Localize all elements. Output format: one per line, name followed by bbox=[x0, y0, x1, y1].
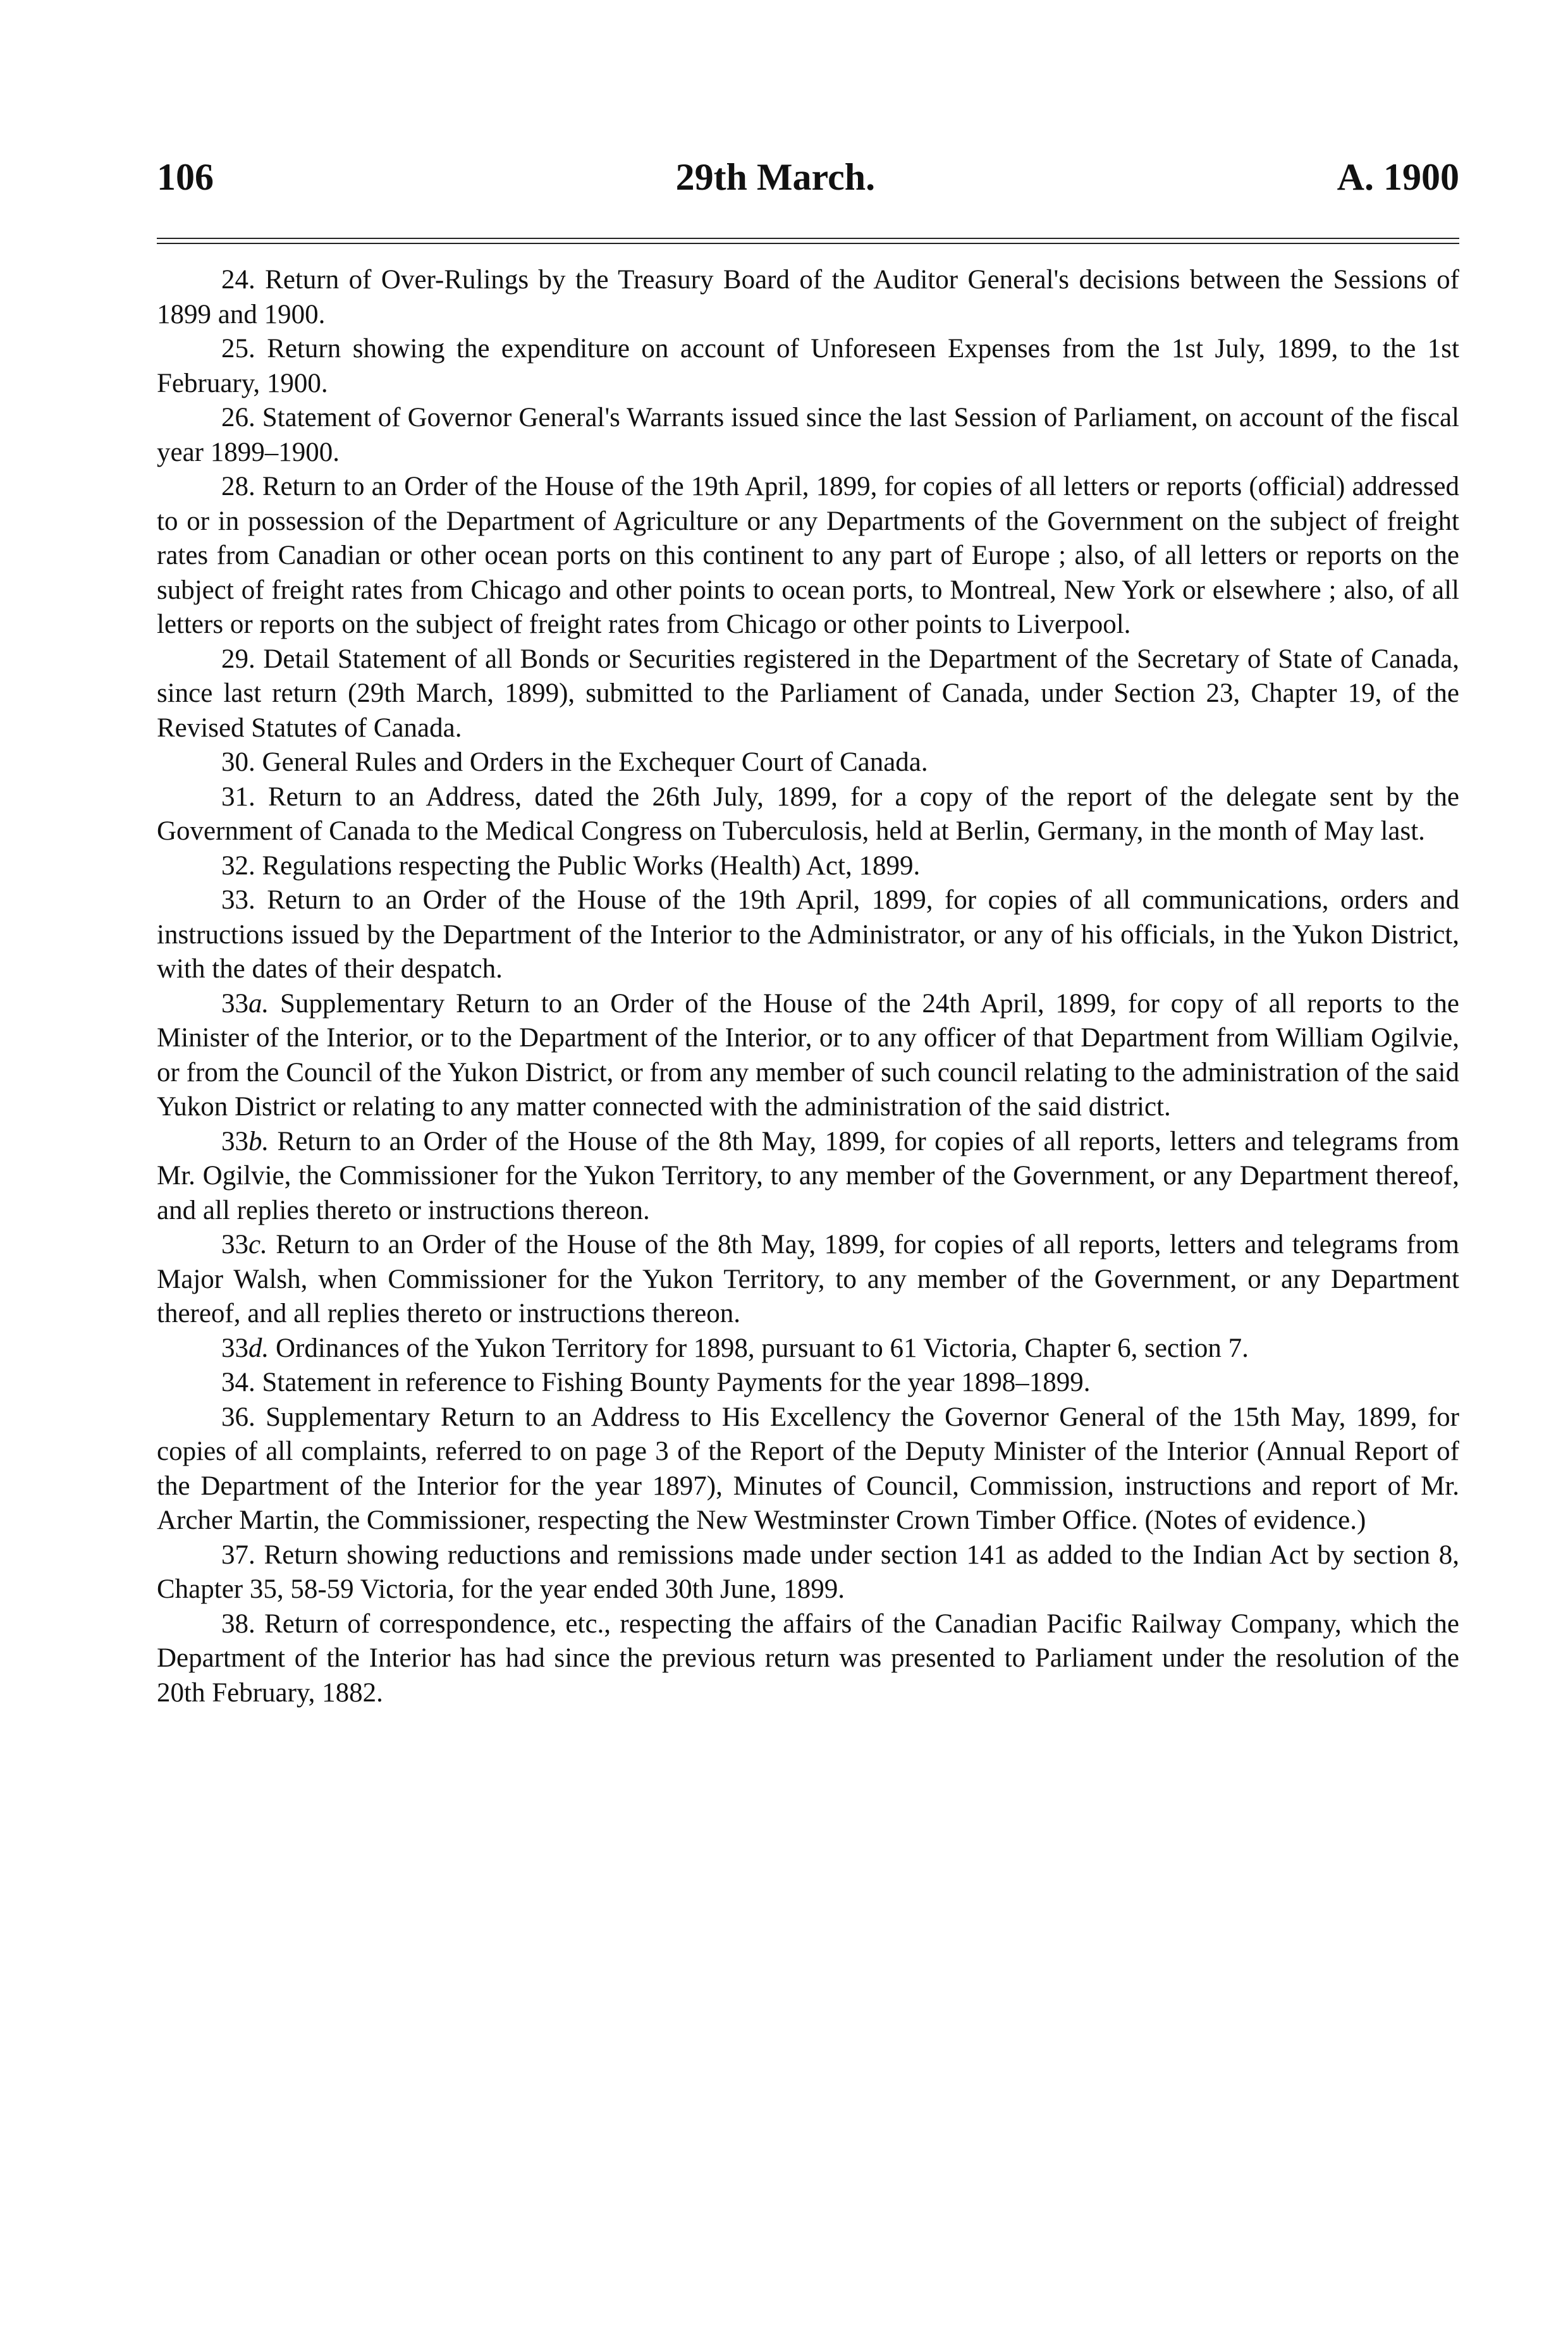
entry-number: 33 bbox=[221, 1230, 248, 1259]
entry-text: Supplementary Return to an Order of the House of the 24th April, 1899, for copy of all reports to the Minister of the Interior, or to the Department of the Interior, or to any officer of that Department from William Ogilvie, or from the Council of the Yukon District, or from any member of such council relating to the administration of the said Yukon District or relating to any matter connected with the administration of the said district. bbox=[157, 988, 1459, 1122]
entry-list bbox=[157, 263, 1459, 1710]
entry-number: 31. bbox=[221, 781, 255, 812]
entry-32 bbox=[157, 849, 1459, 884]
entry-26 bbox=[157, 401, 1459, 470]
entry-suffix: c. bbox=[248, 1230, 267, 1259]
entry-number: 29. bbox=[221, 644, 255, 674]
entry-24 bbox=[157, 263, 1459, 332]
header-rule-bottom bbox=[157, 243, 1459, 244]
entry-text: Return to an Order of the House of the 19th April, 1899, for copies of all communications, orders and instructions issued by the Department of the Interior to the Administrator, or any of his officials, in the Yukon District, with the dates of their despatch. bbox=[157, 885, 1459, 984]
entry-text: Detail Statement of all Bonds or Securities registered in the Department of the Secretary of State of Canada, since last return (29th March, 1899), submitted to the Parliament of Canada, under Section 23, Chapter 19, of the Revised Statutes of Canada. bbox=[157, 644, 1459, 743]
entry-text: Return showing reductions and remissions made under section 141 as added to the Indian Act by section 8, Chapter 35, 58-59 Victoria, for the year ended 30th June, 1899. bbox=[157, 1540, 1459, 1604]
entry-number: 38. bbox=[221, 1608, 255, 1639]
entry-25 bbox=[157, 332, 1459, 401]
entry-text: Ordinances of the Yukon Territory for 1898, pursuant to 61 Victoria, Chapter 6, section 7. bbox=[269, 1333, 1249, 1363]
entry-text: Return to an Address, dated the 26th July, 1899, for a copy of the report of the delegate sent by the Government of Canada to the Medical Congress on Tuberculosis, held at Berlin, Germany, in the month of May last. bbox=[157, 781, 1459, 846]
entry-text: Return to an Order of the House of the 19th April, 1899, for copies of all letters or reports (official) addressed to or in possession of the Department of Agriculture or any Departments of the Government on the subject of freight rates from Canadian or other ocean ports on this continent to any part of Europe ; also, of all letters or reports on the subject of freight rates from Chicago and other points to ocean ports, to Montreal, New York or elsewhere ; also, of all letters or reports on the subject of freight rates from Chicago or other points to Liverpool. bbox=[157, 472, 1459, 639]
entry-38 bbox=[157, 1607, 1459, 1711]
entry-text: Statement of Governor General's Warrants issued since the last Session of Parliament, on account of the fiscal year 1899–1900. bbox=[157, 403, 1459, 467]
page-header bbox=[157, 158, 1459, 196]
entry-29 bbox=[157, 642, 1459, 746]
entry-33 bbox=[157, 883, 1459, 987]
entry-33b bbox=[157, 1125, 1459, 1228]
entry-text: Return to an Order of the House of the 8th May, 1899, for copies of all reports, letters and telegrams from Mr. Ogilvie, the Commissioner for the Yukon Territory, to any member of the Government, or any Department thereof, and all replies thereto or instructions thereon. bbox=[157, 1126, 1459, 1225]
entry-number: 25. bbox=[221, 334, 255, 364]
entry-31 bbox=[157, 780, 1459, 849]
entry-number: 32. bbox=[221, 850, 255, 881]
entry-36 bbox=[157, 1400, 1459, 1538]
entry-number: 36. bbox=[221, 1402, 255, 1432]
entry-number: 26. bbox=[221, 403, 255, 432]
entry-number: 33 bbox=[221, 1126, 248, 1156]
entry-number: 34. bbox=[221, 1368, 255, 1397]
header-rule-top bbox=[157, 238, 1459, 239]
entry-suffix: d. bbox=[248, 1333, 269, 1363]
entry-text: Return to an Order of the House of the 8th May, 1899, for copies of all reports, letters and telegrams from Major Walsh, when Commissioner for the Yukon Territory, to any member of the Government, or any Department thereof, and all replies thereto or instructions thereon. bbox=[157, 1230, 1459, 1328]
entry-text: General Rules and Orders in the Exchequer Court of Canada. bbox=[255, 747, 928, 777]
entry-text: Return showing the expenditure on account of Unforeseen Expenses from the 1st July, 1899, to the 1st February, 1900. bbox=[157, 334, 1459, 398]
entry-33c bbox=[157, 1228, 1459, 1332]
page-year: A. 1900 bbox=[1337, 156, 1459, 198]
entry-text: Return of Over-Rulings by the Treasury Board of the Auditor General's decisions between the Sessions of 1899 and 1900. bbox=[157, 265, 1459, 329]
entry-number: 37. bbox=[221, 1540, 255, 1570]
entry-suffix: b. bbox=[248, 1126, 269, 1156]
entry-text: Supplementary Return to an Address to His Excellency the Governor General of the 15th May, 1899, for copies of all complaints, referred to on page 3 of the Report of the Deputy Minister of the Interior (Annual Report of the Department of the Interior for the year 1897), Minutes of Council, Commission, instructions and report of Mr. Archer Martin, the Commissioner, respecting the New Westminster Crown Timber Office. (Notes of evidence.) bbox=[157, 1402, 1459, 1535]
entry-34 bbox=[157, 1366, 1459, 1400]
entry-33a bbox=[157, 987, 1459, 1125]
entry-number: 33. bbox=[221, 885, 255, 915]
entry-37 bbox=[157, 1538, 1459, 1607]
entry-text: Statement in reference to Fishing Bounty Payments for the year 1898–1899. bbox=[255, 1368, 1091, 1397]
entry-text: Regulations respecting the Public Works (Health) Act, 1899. bbox=[255, 850, 921, 881]
document-page bbox=[157, 158, 1459, 1710]
entry-30 bbox=[157, 745, 1459, 780]
entry-number: 28. bbox=[221, 472, 255, 501]
entry-33d bbox=[157, 1332, 1459, 1366]
entry-number: 33 bbox=[221, 1333, 248, 1363]
entry-suffix: a. bbox=[248, 988, 269, 1019]
entry-number: 33 bbox=[221, 988, 248, 1019]
entry-28 bbox=[157, 470, 1459, 642]
page-number: 106 bbox=[157, 156, 214, 198]
page-date-title: 29th March. bbox=[675, 156, 876, 198]
entry-number: 30. bbox=[221, 747, 255, 777]
entry-text: Return of correspondence, etc., respecting the affairs of the Canadian Pacific Railway Company, which the Department of the Interior has had since the previous return was presented to Parliament under the resolution of the 20th February, 1882. bbox=[157, 1608, 1459, 1708]
entry-number: 24. bbox=[221, 265, 255, 295]
